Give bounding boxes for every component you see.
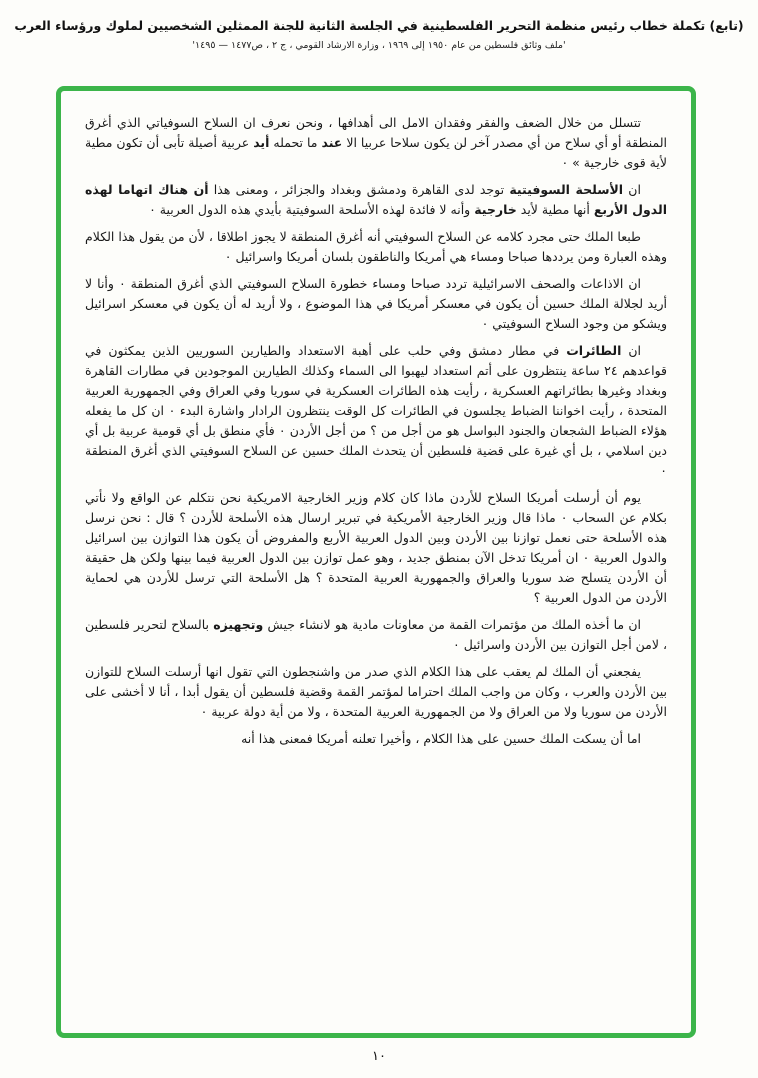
paragraph	[85, 180, 667, 220]
emphasized-text-run: الأسلحة السوفيتية	[509, 182, 624, 197]
text-run: بالسلاح لتحرير فلسطين ، لامن أجل التوازن بين الأردن واسرائيل ٠	[85, 617, 667, 652]
text-run: ان	[623, 182, 641, 197]
paragraph	[85, 113, 667, 173]
emphasized-text-run: خارجية	[474, 202, 517, 217]
paragraph	[85, 488, 667, 608]
emphasized-text-run: الطائرات	[566, 343, 622, 358]
document-body	[85, 113, 667, 1011]
text-run: اما أن يسكت الملك حسين على هذا الكلام ، وأخيرا تعلنه أمريكا فمعنى هذا أنه	[241, 731, 641, 746]
text-run: أنها مطية لأيد	[516, 202, 594, 217]
text-run: طبعا الملك حتى مجرد كلامه عن السلاح السوفيتي أنه أغرق المنطقة لا يجوز اطلاقا ، لأن من يقول هذا الكلام وهذه العبارة ومن يرددها صباحا ومساء هي أمريكا والناطقون بلسان أمريكا واسرائيل ٠	[85, 229, 667, 264]
paragraph	[85, 729, 667, 749]
text-run: في مطار دمشق وفي حلب على أهبة الاستعداد والطيارين السوريين الذين يمكثون في قواعدهم ٢٤ ساعة ينتظرون على أتم استعداد ليهبوا الى السماء وكذلك الطيارين الموجودين في مطارات القاهرة وبغداد وغيرها بطائراتهم العسكرية ، رأيت هذه الطائرات العسكرية في سوريا وفي العراق وفي الجمهورية العربية المتحدة ، رأيت اخواننا الضباط يجلسون في الطائرات كل الوقت ينتظرون الرادار واشارة البدء ٠ ان كل ما يفعله هؤلاء الضباط الشجعان والجنود البواسل هو من أجل من ؟ من أجل الأردن ٠ فأي منطق بل أي قومية عربية بل أي دين اسلامي ، بل أي غيرة على قضية فلسطين أن يتحدث الملك حسين عن السلاح السوفيتي الذي أغرق المنطقة ٠	[85, 343, 667, 478]
text-run: ان	[621, 343, 641, 358]
emphasized-text-run: وتجهيزه	[213, 617, 264, 632]
text-run: توجد لدى القاهرة ودمشق وبغداد والجزائر ، ومعنى هذا	[208, 182, 510, 197]
paragraph	[85, 274, 667, 334]
text-run: يوم أن أرسلت أمريكا السلاح للأردن ماذا كان كلام وزير الخارجية الامريكية نحن نتكلم عن الواقع ولا نأتي بكلام عن السحاب ٠ ماذا قال وزير الخارجية الأمريكية في تبرير ارسال هذه الأسلحة للأردن ؟ قال : نحن نرسل هذه الأسلحة حتى نعمل توازنا بين الأردن وبين الدول العربية الأربع والمفروض أن يكون هذا التوازن بين اسرائيل والدول العربية ٠ ان أمريكا تدخل الآن بمنطق جديد ، وهو عمل توازن بين الدول العربية فيما بينها ولكن هل حقيقة أن الأردن يتسلح ضد سوريا والعراق والجمهورية العربية المتحدة ؟ هل الأسلحة التي ترسل للأردن هي لحماية الأردن من الدول العربية ؟	[85, 490, 667, 605]
text-run: ان الاذاعات والصحف الاسرائيلية تردد صباحا ومساء خطورة السلاح السوفيتي الذي أغرق المنطقة ٠ وأنا لا أريد لجلالة الملك حسين أن يكون في معسكر أمريكا في هذا الموضوع ، ولا أريد له أن يكون في معسكر اسرائيل ويشكو من وجود السلاح السوفيتي ٠	[85, 276, 667, 331]
text-run: تتسلل من خلال الضعف والفقر وفقدان الامل الى أهدافها ، ونحن نعرف ان السلاح السوفياتي الذي أغرق المنطقة أو أي سلاح من أي مصدر آخر لن يكون سلاحا عربيا الا	[85, 115, 667, 150]
text-run: وأنه لا فائدة لهذه الأسلحة السوفيتية بأيدي هذه الدول العربية ٠	[149, 202, 475, 217]
text-run: ما تحمله	[269, 135, 322, 150]
text-run: عربية أصيلة تأبى أن تكون مطية لأية قوى خارجية » ٠	[85, 135, 667, 170]
page-number: ١٠	[372, 1049, 386, 1064]
emphasized-text-run: أن هناك اتهاما لهذه الدول الأربع	[85, 182, 667, 217]
text-run: ان ما أخذه الملك من مؤتمرات القمة من معاونات مادية هو لانشاء جيش	[263, 617, 641, 632]
paragraph	[85, 227, 667, 267]
document-header	[0, 0, 758, 51]
emphasized-text-run: أيد	[253, 135, 270, 150]
green-border-frame	[56, 86, 696, 1038]
emphasized-text-run: عند	[321, 135, 343, 150]
paragraph	[85, 662, 667, 722]
paragraph	[85, 615, 667, 655]
document-source-citation: 'ملف وثائق فلسطين من عام ١٩٥٠ إلى ١٩٦٩ ، وزارة الارشاد القومي ، ج ٢ ، ص١٤٧٧ — ١٤٩٥'	[192, 40, 566, 51]
text-run: يفجعني أن الملك لم يعقب على هذا الكلام الذي صدر من واشنجطون التي تقول انها أرسلت السلاح للتوازن بين الأردن والعرب ، وكان من واجب الملك احتراما لمؤتمر القمة وقضية فلسطين أن يقول أبدا ، أنا لا أخشى على الأردن من سوريا ولا من العراق ولا من الجمهورية العربية المتحدة ، ولا من أية دولة عربية ٠	[85, 664, 667, 719]
paragraph	[85, 341, 667, 481]
document-title: (تابع) تكملة خطاب رئيس منظمة التحرير الفلسطينية في الجلسة الثانية للجنة الممثلين الشخصيين لملوك ورؤساء العرب	[14, 18, 744, 33]
